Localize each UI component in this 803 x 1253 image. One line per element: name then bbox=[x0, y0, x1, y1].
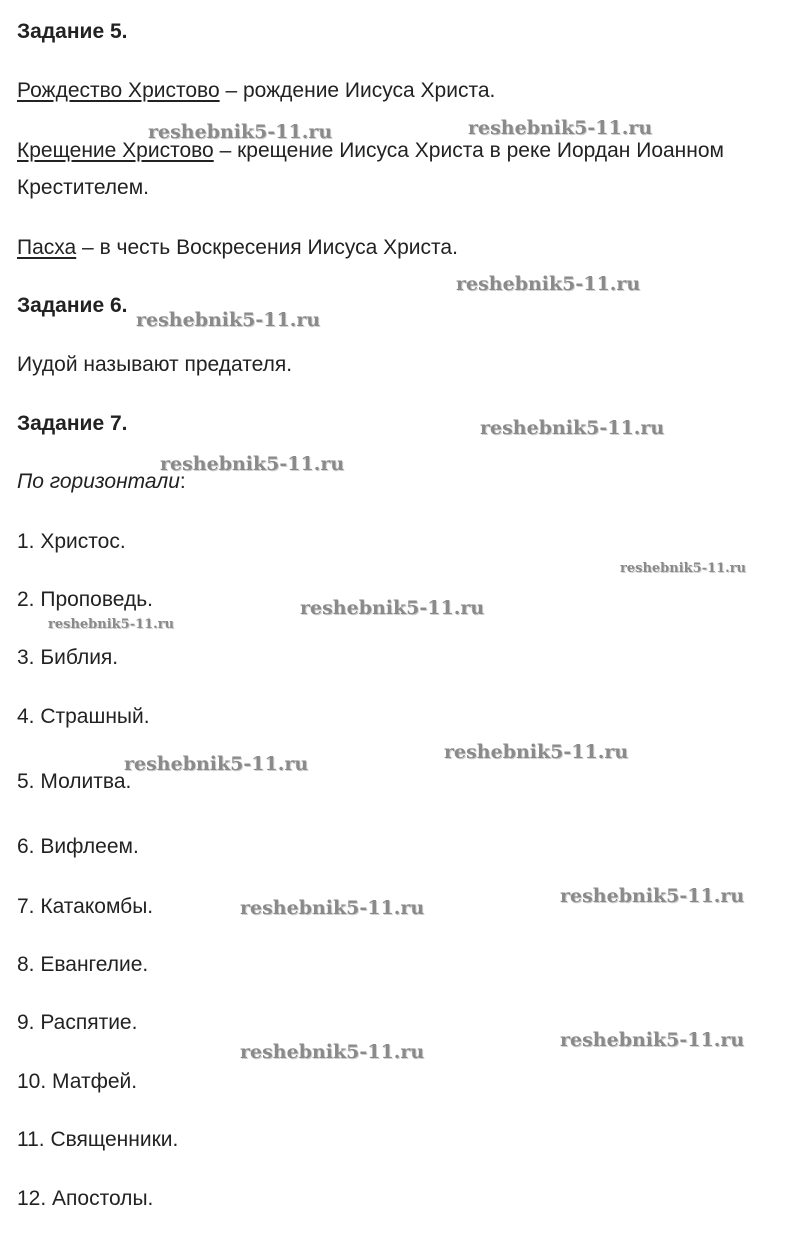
answer-item: 8. Евангелие. bbox=[17, 953, 149, 976]
answer-item: 4. Страшный. bbox=[17, 705, 150, 728]
watermark: reshebnik5-11.ru bbox=[444, 741, 629, 763]
watermark: reshebnik5-11.ru bbox=[300, 597, 485, 619]
task5-item-1-desc: – рождение Иисуса Христа. bbox=[219, 79, 496, 102]
task5-item-2 bbox=[17, 139, 724, 163]
watermark: reshebnik5-11.ru bbox=[480, 417, 665, 439]
answer-item: 6. Вифлеем. bbox=[17, 835, 139, 858]
answer-item: 9. Распятие. bbox=[17, 1011, 138, 1034]
task5-title: Задание 5. bbox=[17, 20, 128, 43]
task7-title: Задание 7. bbox=[17, 412, 128, 435]
watermark: reshebnik5-11.ru bbox=[48, 617, 175, 632]
task6-title: Задание 6. bbox=[17, 294, 128, 317]
answer-item: 7. Катакомбы. bbox=[17, 895, 154, 918]
watermark: reshebnik5-11.ru bbox=[560, 885, 745, 907]
watermark: reshebnik5-11.ru bbox=[124, 753, 309, 775]
answer-item: 12. Апостолы. bbox=[17, 1187, 154, 1210]
task5-item-3-desc: – в честь Воскресения Иисуса Христа. bbox=[76, 236, 458, 259]
answer-item: 1. Христос. bbox=[17, 530, 126, 553]
task5-item-1-term: Рождество Христово bbox=[17, 79, 220, 102]
watermark: reshebnik5-11.ru bbox=[160, 453, 345, 475]
watermark: reshebnik5-11.ru bbox=[240, 1041, 425, 1063]
answer-item: 5. Молитва. bbox=[17, 770, 132, 793]
task5-item-2-term: Крещение Христово bbox=[17, 139, 214, 162]
watermark: reshebnik5-11.ru bbox=[560, 1029, 745, 1051]
task5-item-2-desc: – крещение Иисуса Христа в реке Иордан Иоанном bbox=[213, 139, 724, 162]
answer-item: 10. Матфей. bbox=[17, 1070, 138, 1093]
answer-item: 11. Священники. bbox=[17, 1128, 179, 1151]
watermark: reshebnik5-11.ru bbox=[456, 273, 641, 295]
watermark: reshebnik5-11.ru bbox=[148, 121, 333, 143]
task5-item-2-continuation: Крестителем. bbox=[17, 176, 150, 199]
watermark: reshebnik5-11.ru bbox=[468, 117, 653, 139]
watermark: reshebnik5-11.ru bbox=[136, 309, 321, 331]
watermark: reshebnik5-11.ru bbox=[620, 561, 747, 576]
task7-subtitle-text: По горизонтали bbox=[17, 470, 180, 493]
task7-subtitle-colon: : bbox=[179, 470, 186, 493]
answer-item: 2. Проповедь. bbox=[17, 588, 154, 611]
task5-item-3 bbox=[17, 236, 458, 260]
task5-item-3-term: Пасха bbox=[17, 236, 77, 259]
task5-item-1 bbox=[17, 79, 495, 103]
answer-item: 3. Библия. bbox=[17, 646, 119, 669]
task6-text: Иудой называют предателя. bbox=[17, 353, 293, 376]
watermark: reshebnik5-11.ru bbox=[240, 897, 425, 919]
